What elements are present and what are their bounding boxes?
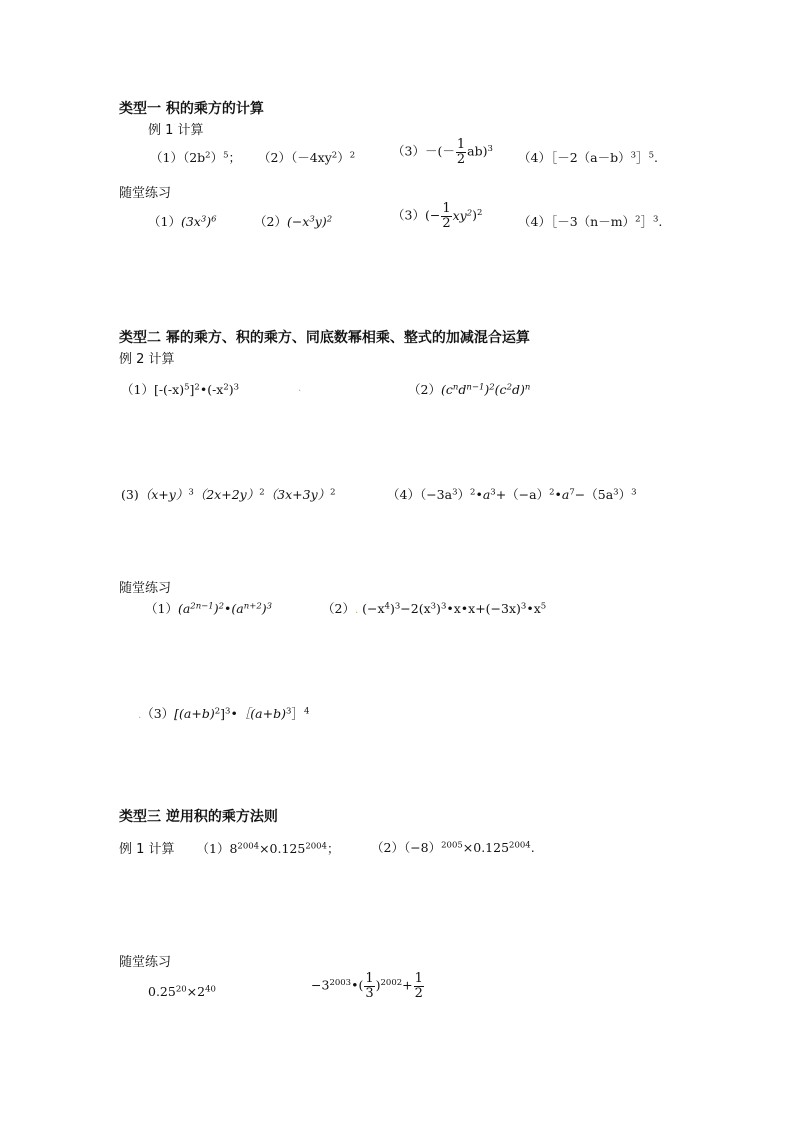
section1-example-label: 例 1 计算 [148,123,204,138]
fraction-one-half: $\frac{1}{2}$ [442,201,451,231]
fraction-one-third: $\frac{1}{3}$ [365,971,374,1001]
section3-practice-2: $-3^{2003}•$( $\frac{1}{3}$ )$^{2002}$+ $\frac{1}{2}$ [311,971,423,1001]
section2-example-1: $(1)[-(-x)^5]^2•(-x^2)^3$ [121,382,240,397]
section2-example-label: 例 2 计算 [119,352,175,367]
section3-title: 类型三 逆用积的乘方法则 [119,809,278,825]
section1-practice-3: （3）(− $\frac{1}{2}$ $xy^2)^2$ [392,201,483,231]
section1-example-2: $(2)(-4xy^2)^2$ [258,150,356,165]
section3-example-1: $(1)8^{2004}\times 0.125^{2004}$； [196,841,340,856]
section3-example-label: 例 1 计算 [119,842,175,857]
fraction-one-half: $\frac{1}{2}$ [414,971,423,1001]
section1-example-1: $(1)(2b^2)^5$； [150,150,242,165]
section3-example-2: $(2)(-8)^{2005}\times 0.125^{2004}$. [371,840,535,855]
section2-example-2: $(2)(c^nd^{n-1})^2(c^2d)^n$ [408,382,531,397]
section1-example-3: （3）－(－ $\frac{1}{2}$ ab)$^3$ [392,137,493,167]
section2-example-4: $(4)(-3a^3)^2•a^3+(-a)^2•a^7-(5a^3)^3$ [387,487,637,502]
section2-title: 类型二 幂的乘方、积的乘方、同底数幂相乘、整式的加减混合运算 [119,330,530,346]
section2-practice-2: （2）. $(-x^4)^3-2(x^3)^3•x•x+(-3x)^3•x^5$ [322,601,547,616]
section1-title: 类型一 积的乘方的计算 [119,101,264,117]
section1-practice-1: $(1)(3x^3)^6$ [148,214,217,229]
section1-example-4: $(4)[-2(a-b)^3]^5$. [518,150,658,165]
section1-practice-4: $(4)[-3(n-m)^2]^3$. [518,214,663,229]
section3-practice-1: $0.25^{20}\times 2^{40}$ [148,984,216,999]
section1-practice-2: $(2)(-x^3y)^2$ [254,214,333,229]
stray-mark: . [298,383,302,394]
section2-practice-3: $.(3)[(a+b)^2]^3•[(a+b)^3]^4$ [138,706,310,721]
section2-practice-1: $(1)(a^{2n-1})^2•(a^{n+2})^3$ [145,601,273,616]
section3-practice-label: 随堂练习 [119,955,172,970]
section3-example-row [119,838,339,857]
section2-example-3: $(3)(x+y)^3(2x+2y)^2(3x+3y)^2$ [121,487,336,502]
fraction-one-half: $\frac{1}{2}$ [456,137,466,167]
section1-practice-label: 随堂练习 [119,186,172,201]
section2-practice-label: 随堂练习 [119,581,172,596]
